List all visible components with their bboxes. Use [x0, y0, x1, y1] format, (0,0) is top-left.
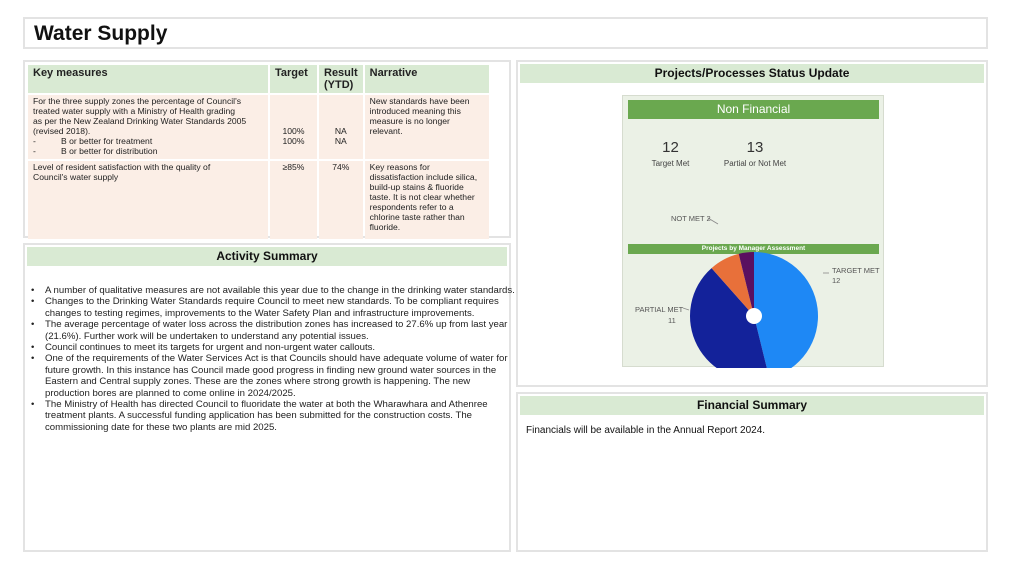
result-value: NA: [334, 136, 347, 146]
measure-cell: [28, 95, 268, 159]
pie-label: 12: [832, 276, 841, 285]
result-value: NA: [334, 126, 347, 136]
target-cell: ≥85%: [270, 161, 317, 239]
financial-summary-text: Financials will be available in the Annual Report 2024.: [526, 425, 766, 436]
pie-slice: [754, 252, 818, 368]
list-item: • The average percentage of water loss across the distribution zones has increased to 27.6% up from last year (21.6%). Further work will be undertaken to understand any potential issues.: [45, 319, 515, 342]
narrative-cell: New standards have been introduced meaning this measure is no longer relevant.: [365, 95, 489, 159]
stat-label: Target Met: [651, 159, 690, 168]
stat-value: 12: [662, 139, 679, 156]
measure-line: as per the New Zealand Drinking Water Standards 2005: [33, 116, 247, 126]
measure-cell: [28, 161, 268, 239]
measure-line: Council's water supply: [33, 172, 119, 182]
target-cell: [270, 95, 317, 159]
measure-line: Level of resident satisfaction with the quality of: [33, 162, 211, 172]
table-row: [28, 95, 489, 159]
key-measures-panel: [23, 60, 511, 238]
target-value: 100%: [282, 126, 305, 136]
projects-panel: [516, 60, 988, 387]
sub-bullet: -: [33, 146, 36, 156]
sub-item: [33, 146, 263, 156]
activity-summary-panel: [23, 243, 515, 552]
projects-heading: Projects/Processes Status Update: [520, 64, 984, 83]
measure-line: (revised 2018).: [33, 126, 91, 136]
label-leader-line: [683, 308, 689, 310]
financial-summary-heading: Financial Summary: [520, 396, 984, 415]
sub-item-text: B or better for treatment: [61, 136, 153, 146]
key-measures-table: [26, 63, 491, 241]
page-title-box: [23, 17, 988, 49]
header-target: Target: [270, 65, 317, 93]
sub-bullet: -: [33, 136, 36, 146]
sub-item: [33, 136, 263, 146]
stat-label: Partial or Not Met: [723, 159, 787, 168]
narrative-cell: Key reasons for dissatisfaction include silica, build-up stains & fluoride taste. It is not clear whether respondents refer to a chlorine taste rather than fluoride.: [365, 161, 489, 239]
pie-label: 11: [668, 316, 676, 325]
pie-center-hole: [746, 308, 762, 324]
result-cell: 74%: [319, 161, 363, 239]
header-key-measures: Key measures: [28, 65, 268, 93]
list-item: • Changes to the Drinking Water Standards require Council to meet new standards. To be compliant requires changes to testing regimes, improvements to the Water Safety Plan and infrastructure improvements.: [45, 296, 515, 319]
target-value: 100%: [282, 136, 305, 146]
list-item: • A number of qualitative measures are not available this year due to the change in the drinking water standards.: [45, 285, 515, 296]
measure-line: For the three supply zones the percentage of Council's: [33, 96, 242, 106]
sub-item-text: B or better for distribution: [61, 146, 158, 156]
pie-chart: [623, 96, 885, 368]
pie-label: NOT MET 2: [671, 214, 711, 223]
pie-label: PARTIAL MET: [635, 305, 684, 314]
header-narrative: Narrative: [365, 65, 489, 93]
table-row: [28, 161, 489, 239]
list-item: • Council continues to meet its targets for urgent and non-urgent water callouts.: [45, 342, 515, 353]
non-financial-card: [622, 95, 884, 367]
activity-summary-heading: Activity Summary: [27, 247, 507, 266]
financial-summary-panel: [516, 392, 988, 552]
list-item: • One of the requirements of the Water Services Act is that Councils should have adequate volume of water for future growth. In this instance has Council made good progress in finding new ground water sources in the Eastern and Central supply zones. These are the zones where strong growth is happening. The new production bores are planned to come online in 2024/2025.: [45, 353, 515, 399]
non-financial-title: Non Financial: [628, 100, 879, 119]
pie-label: TARGET MET: [832, 266, 880, 275]
measure-line: treated water supply with a Ministry of Health grading: [33, 106, 236, 116]
header-result: Result (YTD): [319, 65, 363, 93]
list-item: • The Ministry of Health has directed Council to fluoridate the water at both the Wharawhara and Athenree treatment plants. A successful funding application has been submitted for the construction costs. The commissioning date for these two plants are mid 2025.: [45, 399, 515, 433]
chart-caption: Projects by Manager Assessment: [628, 244, 879, 254]
result-cell: [319, 95, 363, 159]
page-title: Water Supply: [34, 22, 168, 45]
stat-value: 13: [746, 139, 764, 156]
activity-list: [31, 285, 515, 433]
